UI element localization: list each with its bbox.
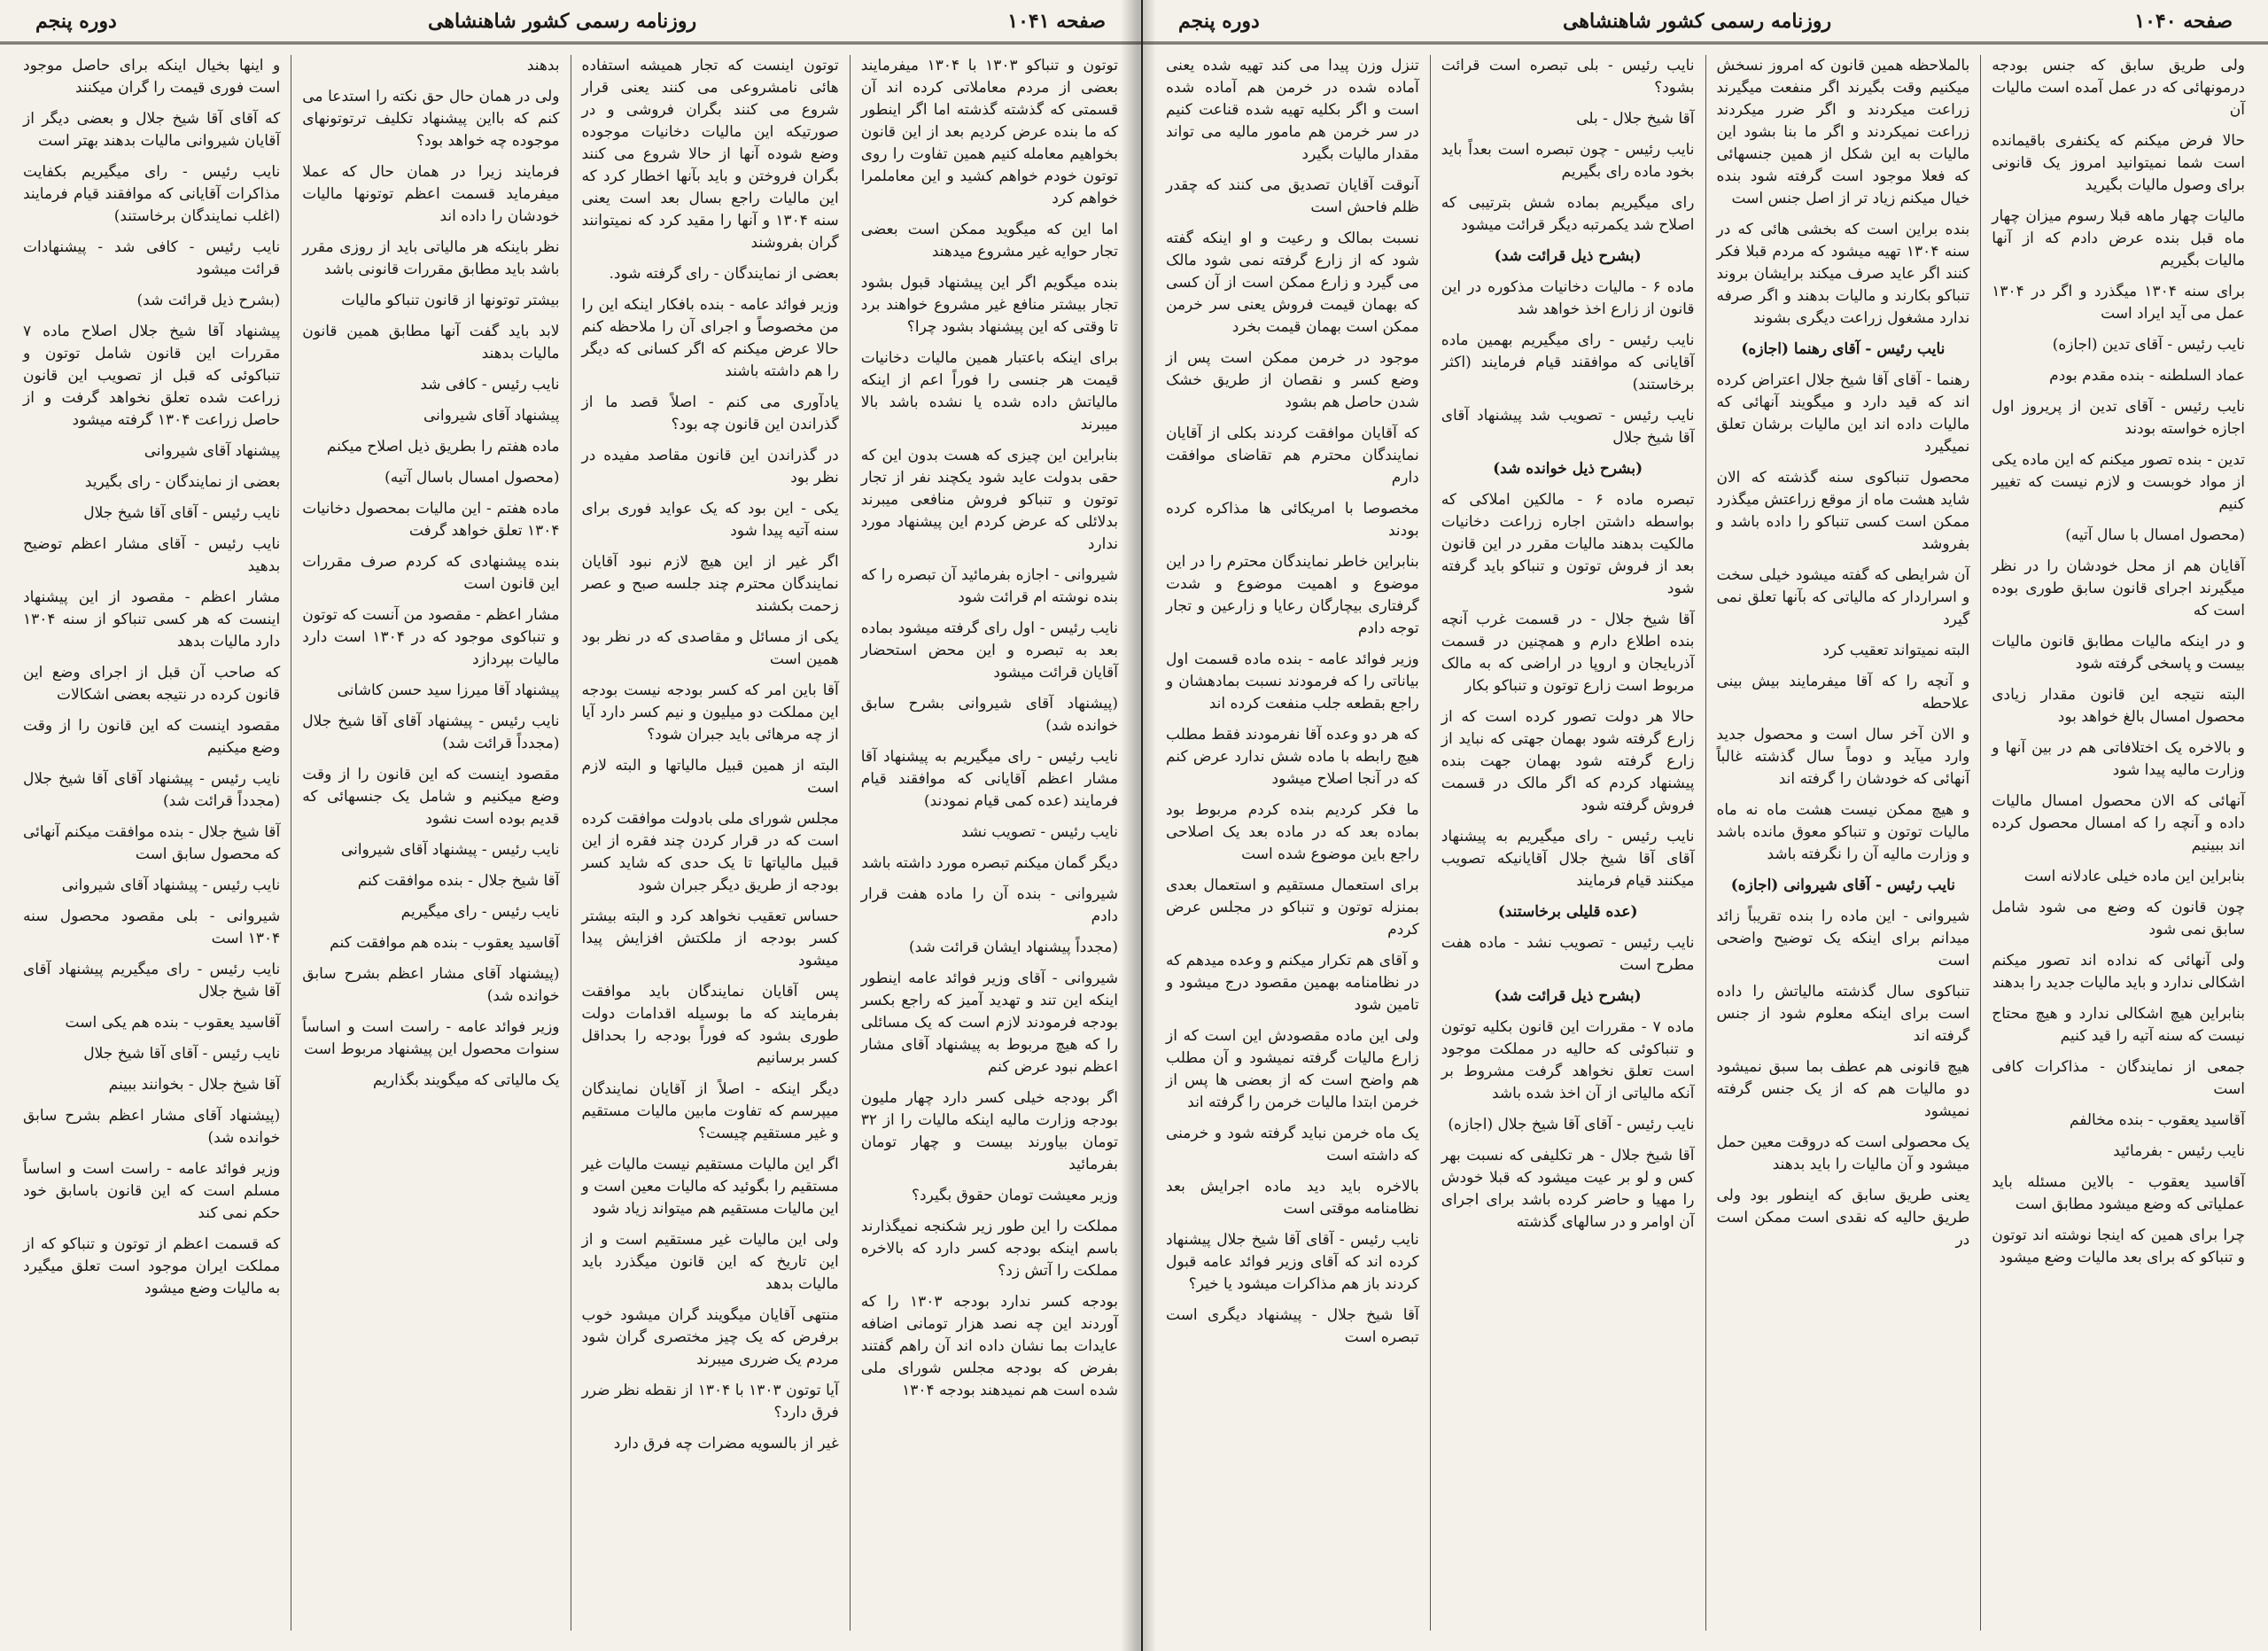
article-paragraph: نایب رئیس - رای میگیریم xyxy=(400,903,560,921)
article-paragraph: یکی - این بود که یک عواید فوری برای سنه آتیه پیدا شود xyxy=(581,500,839,540)
article-paragraph: (بشرح ذیل قرائت شد) xyxy=(136,292,281,309)
article-paragraph: آقا شیخ جلال - در قسمت غرب آنچه بنده اطلاع دارم و همچنین در قسمت آذربایجان و اروپا در اراضی که به مالک مربوط است زارع توتون و تنباکو بکار xyxy=(1441,611,1695,695)
article-paragraph: یکی از مسائل و مقاصدی که در نظر بود همین است xyxy=(581,628,839,668)
centered-heading: نایب رئیس - آقای شیروانی (اجازه) xyxy=(1730,876,1955,894)
right-page-header xyxy=(1143,0,2268,44)
centered-heading: (بشرح ذیل قرائت شد) xyxy=(1494,987,1642,1005)
article-paragraph: حالا هر دولت تصور کرده است که از زارع گرفته شود بهمان جهتی که نباید از زارع گرفته شود بهمان جهت بنده پیشنهاد کردم که اگر مالک در قسمت فروش گرفته شود xyxy=(1441,708,1695,814)
article-paragraph: وزیر فوائد عامه - راست است و اساساً سنوات محصول این پیشنهاد مربوط است xyxy=(302,1018,560,1058)
article-paragraph: نایب رئیس - تصویب نشد - ماده هفت مطرح است xyxy=(1441,934,1695,974)
article-paragraph: اگر بودجه خیلی کسر دارد چهار ملیون بودجه وزارت مالیه اینکه مالیات را از ۳۲ تومان بیاورند بیست و چهار تومان بفرمائید xyxy=(860,1089,1118,1173)
article-paragraph: لابد باید گفت آنها مطابق همین قانون مالیات بدهند xyxy=(302,323,560,362)
article-paragraph: بودجه کسر ندارد بودجه ۱۳۰۳ را که آوردند این چه نصد هزار تومانی اضافه عایدات بما نشان داده اند آن راهم گفتند بفرض که بودجه مجلس شورای ملی شده است هم نمیدهند بودجه ۱۳۰۴ xyxy=(860,1293,1118,1399)
article-paragraph: یادآوری می کنم - اصلاً قصد ما از گذراندن این قانون چه بود؟ xyxy=(581,393,839,433)
article-paragraph: نایب رئیس - تصویب شد پیشنهاد آقای آقا شیخ جلال xyxy=(1441,407,1695,447)
article-paragraph: که آقایان موافقت کردند بکلی از آقایان نمایندگان محترم هم تقاضای موافقت دارم xyxy=(1166,424,1419,487)
article-paragraph: مملکت را این طور زیر شکنجه نمیگذارند باسم اینکه بودجه کسر دارد که بالاخره مملکت را آتش زد؟ xyxy=(860,1218,1118,1280)
article-paragraph: پس آقایان نمایندگان باید موافقت بفرمایند که ما بوسیله اقدامات دولت طوری بشود که فوراً بودجه را بحداقل کسر برسانیم xyxy=(581,983,839,1067)
article-paragraph: نایب رئیس - تصویب نشد xyxy=(961,823,1118,841)
article-paragraph: برای اینکه باعتبار همین مالیات دخانیات قیمت هر جنسی را فوراً اعم از اینکه مالیاتش داده شده یا نشده باشد بالا میبرند xyxy=(860,349,1118,433)
left-page-column xyxy=(291,55,570,1631)
article-paragraph: بنده پیشنهادی که کردم صرف مقررات این قانون است xyxy=(302,553,560,593)
article-paragraph: برای استعمال مستقیم و استعمال بعدی بمنزله توتون و تنباکو در مجلس عرض کردم xyxy=(1166,876,1419,938)
article-paragraph: و در اینکه مالیات مطابق قانون مالیات بیست و پاسخی گرفته شود xyxy=(1992,633,2245,673)
article-paragraph: ولی این مالیات غیر مستقیم است و از این تاریخ که این قانون میگذرد باید مالیات بدهد xyxy=(581,1231,839,1293)
article-paragraph: شیروانی - این ماده را بنده تقریباً زائد میدانم برای اینکه یک توضیح واضحی است xyxy=(1716,907,1970,970)
article-paragraph: نایب رئیس - آقای تدین از پریروز اول اجازه خواسته بودند xyxy=(1992,398,2245,438)
article-paragraph: جمعی از نمایندگان - مذاکرات کافی است xyxy=(1992,1058,2245,1098)
article-paragraph: آقاسید یعقوب - بالاین مسئله باید عملیاتی که وضع میشود مطابق است xyxy=(1992,1173,2245,1213)
article-paragraph: غیر از بالسویه مضرات چه فرق دارد xyxy=(613,1435,839,1452)
article-paragraph: ماده ۶ - مالیات دخانیات مذکوره در این قانون از زارع اخذ خواهد شد xyxy=(1441,278,1695,318)
article-paragraph: ولی این ماده مقصودش این است که از زارع مالیات گرفته نمیشود و آن مطلب هم واضح است که از بعضی ها پس از خرمن ابتدا مالیات خرمن را گرفته اند xyxy=(1166,1027,1419,1111)
article-paragraph: بنابراین هیچ اشکالی ندارد و هیچ محتاج نیست که سنه آتیه را قید کنیم xyxy=(1992,1005,2245,1045)
article-paragraph: ماده هفتم را بطریق ذیل اصلاح میکنم xyxy=(326,438,560,456)
article-paragraph: آقا شیخ جلال - هر تکلیفی که نسبت بهر کس و لو بر عیت میشود که قبلا خودش را مهیا و حاضر کرده باشد برای اجرای آن اوامر و در سالهای گذشته xyxy=(1441,1147,1695,1231)
article-paragraph: نایب رئیس - پیشنهاد آقای شیروانی xyxy=(61,876,281,894)
article-paragraph: نایب رئیس - پیشنهاد آقای آقا شیخ جلال (مجدداً قرائت شد) xyxy=(302,713,560,752)
article-paragraph: نایب رئیس - آقای آقا شیخ جلال xyxy=(83,1045,281,1063)
article-paragraph: برای سنه ۱۳۰۴ میگذرد و اگر در ۱۳۰۴ عمل می آید ایراد است xyxy=(1992,283,2245,323)
article-paragraph: نایب رئیس - آقای مشار اعظم توضیح بدهید xyxy=(23,535,281,575)
article-paragraph: بنابراین این ماده خیلی عادلانه است xyxy=(2023,868,2245,885)
article-paragraph: اما این که میگوید ممکن است بعضی تجار حوایه غیر مشروع میدهند xyxy=(860,221,1118,261)
centered-heading: (بشرح ذیل قرائت شد) xyxy=(1494,247,1642,265)
article-paragraph: وزیر معیشت تومان حقوق بگیرد؟ xyxy=(911,1187,1118,1204)
article-paragraph: نایب رئیس - رای میگیریم بهمین ماده آقایانی که موافقند قیام فرمایند (اکثر برخاستند) xyxy=(1441,331,1695,393)
article-paragraph: نایب رئیس - چون تبصره است بعداً باید بخود ماده رای بگیریم xyxy=(1441,141,1695,181)
article-paragraph: یعنی طریق سابق که اینطور بود ولی طریق حالیه که نقدی است ممکن است در xyxy=(1716,1187,1970,1249)
article-paragraph: پیشنهاد آقا میرزا سید حسن کاشانی xyxy=(337,681,560,699)
article-paragraph: بیشتر توتونها از قانون تنباکو مالیات xyxy=(341,292,560,309)
article-paragraph: عماد السلطنه - بنده مقدم بودم xyxy=(2049,367,2245,385)
article-paragraph: نایب رئیس - کافی شد xyxy=(420,376,560,393)
article-paragraph: آقایان هم از محل خودشان را در نظر میگیرند اجرای قانون سابق طوری بوده است که xyxy=(1992,557,2245,619)
article-paragraph: (محصول امسال باسال آتیه) xyxy=(384,469,560,487)
article-paragraph: آن شرایطی که گفته میشود خیلی سخت و اسراردار که مالیاتی که بآنها تعلق نمی گیرد xyxy=(1716,566,1970,628)
article-paragraph: بنده میگویم اگر این پیشنهاد قبول بشود تجار بیشتر منافع غیر مشروع خواهند برد تا وقتی که این پیشنهاد بشود چرا؟ xyxy=(860,274,1118,336)
article-paragraph: نظر باینکه هر مالیاتی باید از روزی مقرر باشد باید مطابق مقررات قانونی باشد xyxy=(302,238,560,278)
article-paragraph: بنابراین خاطر نمایندگان محترم را در این موضوع و اهمیت موضوع و شدت گرفتاری بیچارگان رعایا و زارعین و تجار توجه دادم xyxy=(1166,553,1419,637)
article-paragraph: آقاسید یعقوب - بنده هم یکی است xyxy=(65,1014,281,1032)
article-paragraph: تبصره ماده ۶ - مالکین املاکی که بواسطه داشتن اجاره زراعت دخانیات مالکیت بدهند مالیات مقرر در این قانون بعد از فروش توتون و تنباکو باید گرفته شود xyxy=(1441,491,1695,597)
article-paragraph: ماده ۷ - مقررات این قانون بکلیه توتون و تنباکوئی که حالیه در مملکت موجود است تعلق نخواهد گرفت مشروط بر آنکه مالیاتی از آن اخذ شده باشد xyxy=(1441,1018,1695,1102)
article-paragraph: آقا شیخ جلال - بخوانند ببینم xyxy=(108,1076,281,1094)
article-paragraph: نایب رئیس - رای میگیریم به پیشنهاد آقا مشار اعظم آقایانی که موافقند قیام فرمایند (عده کمی قیام نمودند) xyxy=(860,748,1118,810)
article-paragraph: و الان آخر سال است و محصول جدید وارد میآید و دوماً سال گذشته غالباً آنهائی که خودشان را گرفته اند xyxy=(1716,726,1970,788)
article-paragraph: اگر غیر از این هیچ لازم نبود آقایان نمایندگان محترم چند جلسه صبح و عصر زحمت بکشند xyxy=(581,553,839,615)
right-page-number: صفحه ۱۰۴۰ xyxy=(2134,9,2233,33)
article-paragraph: شیروانی - بنده آن را ماده هفت قرار دادم xyxy=(860,885,1118,925)
left-page-column xyxy=(850,55,1129,1631)
article-paragraph: نایب رئیس - آقای آقا شیخ جلال پیشنهاد کرده اند که آقای وزیر فوائد عامه قبول کردند باز هم مذاکرات میشود یا خیر؟ xyxy=(1166,1231,1419,1293)
article-paragraph: و آقای هم تکرار میکنم و وعده میدهم که در نظامنامه بهمین مقصود درج میشود و تامین شود xyxy=(1166,952,1419,1014)
article-paragraph: و هیچ ممکن نیست هشت ماه نه ماه مالیات توتون و تنباکو معوق مانده باشد و وزارت مالیه آن را نگرفته باشد xyxy=(1716,801,1970,863)
right-page-column xyxy=(1980,55,2256,1631)
article-paragraph: نایب رئیس - بلی تبصره است قرائت بشود؟ xyxy=(1441,57,1695,97)
article-paragraph: نایب رئیس - آقای آقا شیخ جلال xyxy=(83,504,281,522)
right-page-period: دوره پنجم xyxy=(1178,9,1260,33)
left-page-title: روزنامه رسمی کشور شاهنشاهی xyxy=(428,9,697,33)
article-paragraph: یک مالیاتی که میگویند بگذاریم xyxy=(372,1071,560,1089)
article-paragraph: نایب رئیس - رای میگیریم بکفایت مذاکرات آقایانی که موافقند قیام فرمایند (اغلب نمایندگان برخاستند) xyxy=(23,163,281,225)
article-paragraph: تنباکوی سال گذشته مالیاتش را داده است برای اینکه معلوم شود از جنس گرفته اند xyxy=(1716,983,1970,1045)
article-paragraph: چرا برای همین که اینجا نوشته اند توتون و تنباکو که برای بعد مالیات وضع میشود xyxy=(1992,1227,2245,1266)
right-page-title: روزنامه رسمی کشور شاهنشاهی xyxy=(1563,9,1832,33)
article-paragraph: تدین - بنده تصور میکنم که این ماده یکی از مواد خوبست و لازم نیست که تغییر کنیم xyxy=(1992,451,2245,513)
article-paragraph: توتون اینست که تجار همیشه استفاده هائی نامشروعی می کنند یعنی قرار شروع می کنند بگران فروشی و در صورتیکه این مالیات دخانیات موجوده وضع شوده آنها از حالا شروع می کنند بگران فروختن و باید بآنها اخطار کرد که این مالیات راجع بسال بعد است یعنی سنه ۱۳۰۴ و آنها را مقید کرد که نمیتوانند گران بفروشند xyxy=(581,57,839,252)
article-paragraph: آقا شیخ جلال - پیشنهاد دیگری است تبصره است xyxy=(1166,1306,1419,1346)
article-paragraph: موجود در خرمن ممکن است پس از وضع کسر و نقصان از طریق خشک شدن حاصل هم بشود xyxy=(1166,349,1419,411)
article-paragraph: نایب رئیس - پیشنهاد آقای شیروانی xyxy=(340,841,560,859)
article-paragraph: (پیشنهاد آقای مشار اعظم بشرح سابق خوانده شد) xyxy=(23,1107,281,1147)
article-paragraph: مجلس شورای ملی بادولت موافقت کرده است که در قرار کردن چند فقره از این قبیل مالیاتها تا یک حدی که شاید کسر بودجه از طریق دیگر جبران شود xyxy=(581,810,839,894)
centered-heading: (عده قلیلی برخاستند) xyxy=(1497,903,1638,921)
article-paragraph: که صاحب آن قبل از اجرای وضع این قانون کرده در نتیجه بعضی اشکالات xyxy=(23,664,281,704)
article-paragraph: و آنچه را که آقا میفرمایند بیش بینی علاحطه xyxy=(1716,673,1970,713)
left-page-column xyxy=(12,55,291,1631)
article-paragraph: البته نمیتواند تعقیب کرد xyxy=(1822,642,1970,659)
article-paragraph: ولی آنهائی که نداده اند تصور میکنم اشکالی ندارد و باید مالیات جدید را بدهند xyxy=(1992,952,2245,992)
article-paragraph: وزیر فوائد عامه - بنده بافکار اینکه این را من مخصوصاً و اجرای آن را ملاحظه کنم حالا عرض میکنم که اگر کسانی که دیگر را هم داشته باشند xyxy=(581,296,839,380)
article-paragraph: مخصوصا با امریکائی ها مذاکره کرده بودند xyxy=(1166,500,1419,540)
left-page-number: صفحه ۱۰۴۱ xyxy=(1007,9,1106,33)
article-paragraph: فرمایند زیرا در همان حال که عملا میفرماید قسمت اعظم توتونها مالیات خودشان را داده اند xyxy=(302,163,560,225)
article-paragraph: آنهائی که الان محصول امسال مالیات داده و آنچه را که امسال محصول کرده اند ببینیم xyxy=(1992,792,2245,854)
article-paragraph: آقاسید یعقوب - بنده هم موافقت کنم xyxy=(330,934,560,952)
article-paragraph: نایب رئیس - آقای آقا شیخ جلال (اجازه) xyxy=(1448,1116,1695,1133)
article-paragraph: که قسمت اعظم از توتون و تنباکو که از مملکت ایران موجود است تعلق میگیرد به مالیات وضع میشود xyxy=(23,1235,281,1297)
article-paragraph: محصول تنباکوی سنه گذشته که الان شاید هشت ماه از موقع زراعتش میگذرد ممکن است کسی تنباکو را داده باشد و بفروشد xyxy=(1716,469,1970,553)
article-paragraph: حساس تعقیب نخواهد کرد و البته بیشتر کسر بودجه از ملکتش افزایش پیدا میشود xyxy=(581,907,839,970)
article-paragraph: مقصود اینست که این قانون را از وقت وضع میکنیم xyxy=(23,717,281,757)
article-paragraph: البته نتیجه این قانون مقدار زیادی محصول امسال بالغ خواهد بود xyxy=(1992,686,2245,726)
article-paragraph: بدهند xyxy=(526,57,560,74)
article-paragraph: شیروانی - بلی مقصود محصول سنه ۱۳۰۴ است xyxy=(23,907,281,947)
article-paragraph: پیشنهاد آقای شیروانی xyxy=(423,407,560,424)
right-page-columns xyxy=(1143,44,2268,1631)
article-paragraph: دیگر اینکه - اصلاً از آقایان نمایندگان میپرسم که تفاوت مابین مالیات مستقیم و غیر مستقیم چیست؟ xyxy=(581,1080,839,1142)
left-page-header xyxy=(0,0,1141,44)
article-paragraph: نایب رئیس - آقای تدین (اجازه) xyxy=(2052,336,2245,354)
article-paragraph: نایب رئیس - رای میگیریم پیشنهاد آقای آقا شیخ جلال xyxy=(23,961,281,1001)
article-paragraph: که هر دو وعده آقا نفرمودند فقط مطلب هیچ رابطه با ماده شش ندارد عرض کنم که در آنجا اصلاح میشود xyxy=(1166,726,1419,788)
left-page-columns xyxy=(0,44,1141,1631)
centered-heading: (بشرح ذیل خوانده شد) xyxy=(1493,460,1643,478)
article-paragraph: بنابراین این چیزی که هست بدون این که حقی بدولت عاید شود یکچند نفر از تجار توتون و تنباکو فروش منافعی میبرند بدلائلی که عرض کردم این پیشنهاد مورد ندارد xyxy=(860,447,1118,553)
article-paragraph: هیچ قانونی هم عطف بما سبق نمیشود دو مالیات هم که از یک جنس گرفته نمیشود xyxy=(1716,1058,1970,1120)
article-paragraph: توتون و تنباکو ۱۳۰۳ با ۱۳۰۴ میفرمایند بعضی از مردم معاملاتی کرده اند آن قسمتی که گذشته گذشته اما اگر اینطور که ما بنده عرض کردیم بعد از این قانون بخواهیم معامله کنیم همین تفاوت را روی توتون خودم خواهم کشید و این معاملمرا خواهم کرد xyxy=(860,57,1118,207)
article-paragraph: نسبت بمالک و رعیت و او اینکه گفته شود که از زارع گرفته نمی شود مالک می گیرد و زارع ممکن است از آن کسی که بهمان قیمت فروش یعنی سر خرمن ممکن است بهمان قیمت بخرد xyxy=(1166,230,1419,336)
article-paragraph: مالیات چهار ماهه قبلا رسوم میزان چهار ماه قبل بنده عرض دادم که از آنها مالیات بگیریم xyxy=(1992,207,2245,269)
article-paragraph: ماده هفتم - این مالیات بمحصول دخانیات ۱۳۰۴ تعلق خواهد گرفت xyxy=(302,500,560,540)
left-page-period: دوره پنجم xyxy=(35,9,117,33)
article-paragraph: (پیشنهاد آقای شیروانی بشرح سابق خوانده شد) xyxy=(860,695,1118,735)
article-paragraph: دیگر گمان میکنم تبصره مورد داشته باشد xyxy=(861,854,1118,872)
article-paragraph: منتهی آقایان میگویند گران میشود خوب برفرض که یک چیز مختصری گران شود مردم یک ضرری میبرند xyxy=(581,1306,839,1368)
centered-heading: نایب رئیس - آقای رهنما (اجازه) xyxy=(1741,340,1946,358)
article-paragraph: نایب رئیس - اول رای گرفته میشود بماده بعد به تبصره و این محض استحضار آقایان قرائت میشود xyxy=(860,619,1118,681)
article-paragraph: بالملاحظه همین قانون که امروز نسخش میکنیم وقت بگیرند اگر منفعت میگیرند زراعت میکردند و اگر ضرر میکردند زراعت نمیکردند و اگر ما بنا بشود این مالیات به این شکل از همین جنسهائی که فعلا موجود است گرفته شود بنده خیال میکنم زیاد تر از اصل جنس است xyxy=(1716,57,1970,207)
article-paragraph: بعضی از نمایندگان - رای بگیرید xyxy=(84,473,281,491)
article-paragraph: تنزل وزن پیدا می کند تهیه شده یعنی آماده شده در خرمن هم آماده شده است و اگر بکلیه تهیه شده قناعت کنیم در سر خرمن هم مامور مالیه می تواند مقدار مالیات بگیرد xyxy=(1166,57,1419,163)
article-paragraph: (مجدداً پیشنهاد ایشان قرائت شد) xyxy=(908,938,1118,956)
article-paragraph: آقا شیخ جلال - بلی xyxy=(1576,110,1695,128)
article-paragraph: ولی در همان حال حق نکته را استدعا می کنم که بااین پیشنهاد تکلیف ترتوتونهای موجوده چه خواهد بود؟ xyxy=(302,88,560,150)
article-paragraph: شیروانی - اجازه بفرمائید آن تبصره را که بنده نوشته ام قرائت شود xyxy=(860,566,1118,606)
article-paragraph: وزیر فوائد عامه - بنده ماده قسمت اول بیاناتی را که فرمودند نسبت بمادهشان و راجع بقطعه جلب منفعت کرده اند xyxy=(1166,650,1419,713)
article-paragraph: یک ماه خرمن نباید گرفته شود و خرمنی که داشته است xyxy=(1166,1125,1419,1164)
article-paragraph: پیشنهاد آقای شیروانی xyxy=(144,442,281,460)
article-paragraph: وزیر فوائد عامه - راست است و اساساً مسلم است که این قانون باسابق خود حکم نمی کند xyxy=(23,1160,281,1222)
article-paragraph: ولی طریق سابق که جنس بودجه درمونهائی که در عمل آمده است مالیات آن xyxy=(1992,57,2245,119)
right-page-column xyxy=(1155,55,1430,1631)
article-paragraph: آنوقت آقایان تصدیق می کنند که چقدر ظلم فاحش است xyxy=(1166,176,1419,216)
article-paragraph: بنده براین است که بخشی هائی که در سنه ۱۳۰۴ تهیه میشود که مردم قبلا فکر کنند اگر عاید صرف میکند برایشان بروند تنباکو بکارند و مالیات بدهند و اگر صرفه ندارد مشغول زراعت دیگری بشوند xyxy=(1716,221,1970,327)
article-paragraph: رای میگیریم بماده شش بترتیبی که اصلاح شد یکمرتبه دیگر قرائت میشود xyxy=(1441,194,1695,234)
article-paragraph: و اینها بخیال اینکه برای حاصل موجود است فوری قیمت را گران میکنند xyxy=(23,57,281,97)
right-page-column xyxy=(1705,55,1981,1631)
article-paragraph: مشار اعظم - مقصود از این پیشنهاد اینست که هر کسی تنباکو از سنه ۱۳۰۴ دارد مالیات بدهد xyxy=(23,588,281,650)
article-paragraph: بعضی از نمایندگان - رای گرفته شود. xyxy=(609,265,839,283)
article-paragraph: پیشنهاد آقا شیخ جلال اصلاح ماده ۷ مقررات این قانون شامل توتون و تنباکوئی که قبل از تصویب این قانون زراعت شده تعلق نخواهد گرفت و از حاصل زراعت ۱۳۰۴ گرفته میشود xyxy=(23,323,281,429)
article-paragraph: در گذراندن این قانون مقاصد مفیده در نظر بود xyxy=(581,447,839,487)
left-page-column xyxy=(571,55,850,1631)
article-paragraph: شیروانی - آقای وزیر فوائد عامه اینطور اینکه این تند و تهدید آمیز که راجع بکسر بودجه فرمودند لازم است که یک مسائلی را که هیچ مربوط به پیشنهاد آقای مشار اعظم نبود عرض کنم xyxy=(860,970,1118,1076)
article-paragraph: نایب رئیس - کافی شد - پیشنهادات قرائت میشود xyxy=(23,238,281,278)
article-paragraph: رهنما - آقای آقا شیخ جلال اعتراض کرده اند که قید دارد و میگویند آنهائی که مالیات داده اند این مالیات برشان تعلق نمیگیرد xyxy=(1716,371,1970,456)
right-page xyxy=(1143,0,2268,1651)
article-paragraph: البته از همین قبیل مالیاتها و البته لازم است xyxy=(581,757,839,797)
article-paragraph: مقصود اینست که این قانون را از وقت وضع میکنیم و شامل یک جنسهائی که قدیم بوده است نشود xyxy=(302,766,560,828)
article-paragraph: آقا شیخ جلال - بنده موافقت کنم xyxy=(357,872,560,890)
article-paragraph: نایب رئیس - رای میگیریم به پیشنهاد آقای آقا شیخ جلال آقایانیکه تصویب میکنند قیام فرمایند xyxy=(1441,828,1695,890)
article-paragraph: آقاسید یعقوب - بنده مخالفم xyxy=(2069,1111,2245,1129)
article-paragraph: نایب رئیس - پیشنهاد آقای آقا شیخ جلال (مجدداً قرائت شد) xyxy=(23,770,281,810)
article-paragraph: اگر این مالیات مستقیم نیست مالیات غیر مستقیم را بگوئید که مالیات معین است و این مالیات مستقیم هم میتواند زیاد شود xyxy=(581,1156,839,1218)
article-paragraph: مشار اعظم - مقصود من آنست که توتون و تنباکوی موجود که در ۱۳۰۴ است دارد مالیات بپردازد xyxy=(302,606,560,668)
article-paragraph: حالا فرض میکنم که یکنفری باقیمانده است شما نمیتوانید امروز یک قانونی برای وصول مالیات بگیرید xyxy=(1992,132,2245,194)
article-paragraph: و بالاخره یک اختلافاتی هم در بین آنها و وزارت مالیه پیدا شود xyxy=(1992,739,2245,779)
article-paragraph: نایب رئیس - بفرمائید xyxy=(2113,1142,2245,1160)
article-paragraph: ما فکر کردیم بنده کردم مربوط بود بماده بعد که در ماده بعد یک اصلاحی راجع باین موضوع شده است xyxy=(1166,801,1419,863)
right-page-column xyxy=(1430,55,1705,1631)
article-paragraph: آقا شیخ جلال - بنده موافقت میکنم آنهائی که محصول سابق است xyxy=(23,823,281,863)
article-paragraph: که آقای آقا شیخ جلال و بعضی دیگر از آقایان شیروانی مالیات بدهند بهتر است xyxy=(23,110,281,150)
article-paragraph: چون قانون که وضع می شود شامل سابق نمی شود xyxy=(1992,899,2245,938)
article-paragraph: یک محصولی است که دروقت معین حمل میشود و آن مالیات را باید بدهند xyxy=(1716,1133,1970,1173)
article-paragraph: آقا باین امر که کسر بودجه نیست بودجه این مملکت دو میلیون و نیم کسر دارد آیا از چه مرهائی باید جبران شود؟ xyxy=(581,681,839,744)
article-paragraph: (پیشنهاد آقای مشار اعظم بشرح سابق خوانده شد) xyxy=(302,965,560,1005)
article-paragraph: آیا توتون ۱۳۰۳ با ۱۳۰۴ از نقطه نظر ضرر فرق دارد؟ xyxy=(581,1382,839,1421)
article-paragraph: بالاخره باید دید ماده اجرایش بعد نظامنامه موقتی است xyxy=(1166,1178,1419,1218)
article-paragraph: (محصول امسال با سال آتیه) xyxy=(2065,526,2245,544)
